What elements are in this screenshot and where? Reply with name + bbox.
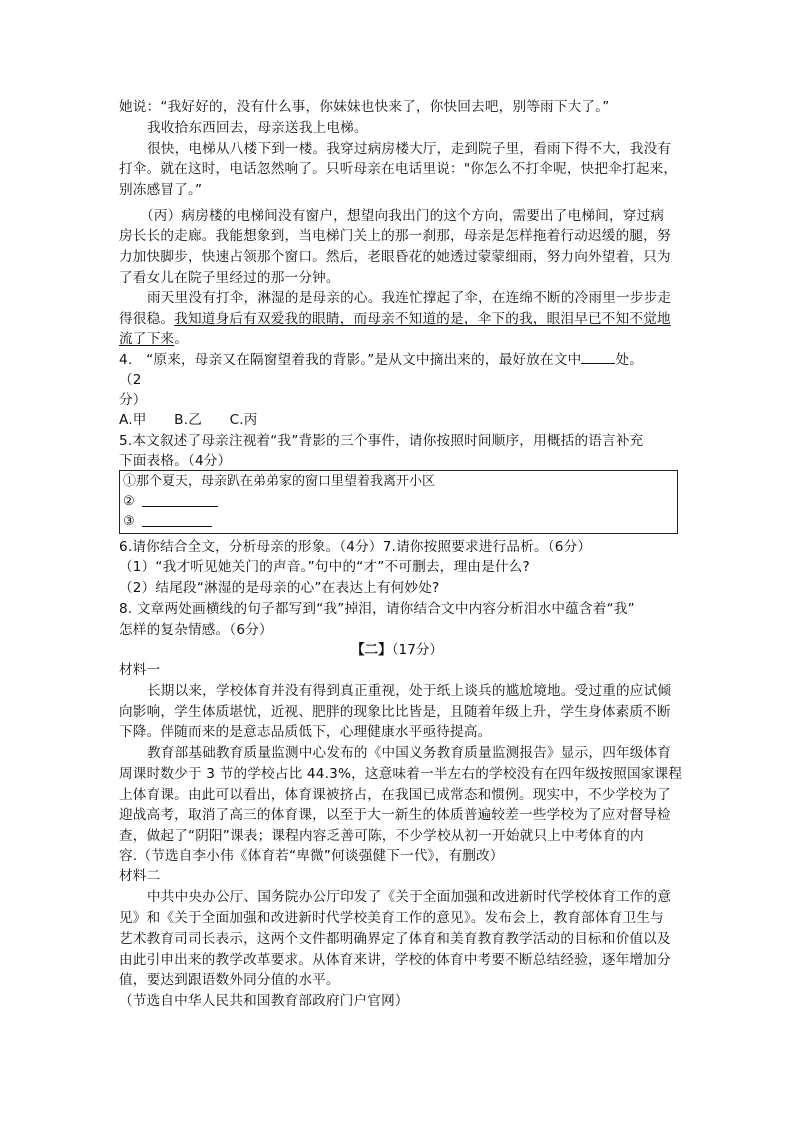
- question-5: 下面表格。（4分）: [119, 453, 232, 469]
- passage-line: 别冻感冒了。”: [119, 182, 203, 198]
- table-cell: ②: [123, 494, 135, 509]
- material-line: 教育部基础教育质量监测中心发布的《中国义务教育质量监测报告》显示，四年级体育: [147, 745, 672, 761]
- passage-line: 雨天里没有打伞，淋湿的是母亲的心。我连忙撑起了伞，在连绵不断的冷雨里一步步走: [147, 290, 672, 306]
- material-title: 材料一: [119, 662, 161, 678]
- table-row: [120, 472, 677, 492]
- material-line: 容.（节选自李小伟《体育若“卑微”何谈强健下一代》，有删改）: [119, 848, 504, 864]
- passage-line: 力加快脚步，快速占领那个窗口。然后，老眼昏花的她透过蒙蒙细雨，努力向外望着，只为: [119, 249, 671, 265]
- question-4: [119, 350, 679, 370]
- passage-text: 。: [174, 331, 188, 347]
- question-4-text: 4. “原来，母亲又在隔窗望着我的背影。”是从文中摘出来的，最好放在文中: [119, 352, 582, 368]
- answer-blank[interactable]: [142, 526, 212, 527]
- passage-line: 了看女儿在院子里经过的那一分钟。: [119, 270, 340, 286]
- passage-line: 打伞。就在这时，电话忽然响了。只听母亲在电话里说："你怎么不打伞呢，快把伞打起来，: [119, 161, 678, 177]
- section-heading: [0, 640, 794, 660]
- section-score: （17分）: [391, 642, 444, 658]
- section-number: 【二】: [350, 642, 392, 658]
- passage-line: [119, 309, 679, 329]
- material-line: 见》和《关于全面加强和改进新时代学校美育工作的意见》。发布会上，教育部体育卫生与: [119, 910, 664, 926]
- passage-line: 她说：“我好好的，没有什么事，你妹妹也快来了，你快回去吧，别等雨下大了。”: [119, 99, 610, 115]
- answer-blank[interactable]: [142, 506, 218, 507]
- question-4-text-end: 处。: [615, 352, 644, 368]
- material-line: 由此引申出来的教学改革要求。从体育来讲，学校的体育中考要不断总结经验，逐年增加分: [119, 952, 671, 968]
- question-7-1: （1）“我才听见她关门的声音。”句中的“才”不可删去，理由是什么?: [119, 559, 530, 575]
- question-7-2: （2）结尾段“淋湿的是母亲的心”在表达上有何妙处?: [119, 580, 440, 596]
- passage-text: 得很稳。: [119, 311, 175, 327]
- passage-line: 我收拾东西回去，母亲送我上电梯。: [147, 120, 368, 136]
- passage-line: [119, 329, 679, 349]
- table-row[interactable]: [120, 492, 677, 512]
- table-cell: ③: [123, 514, 135, 529]
- material-line: 长期以来，学校体育并没有得到真正重视，处于纸上谈兵的尴尬境地。受过重的应试倾: [147, 683, 672, 699]
- table-row[interactable]: [120, 512, 677, 532]
- material-line: 中共中央办公厅、国务院办公厅印发了《关于全面加强和改进新时代学校体育工作的意: [147, 889, 672, 905]
- material-line: 下降。伴随而来的是意志品质低下，心理健康水平亟待提高。: [119, 724, 492, 740]
- question-8: 8. 文章两处画横线的句子都写到“我”掉泪，请你结合文中内容分析泪水中蕴含着“我”: [119, 601, 635, 617]
- material-line: 向影响，学生体质堪忧，近视、肥胖的现象比比皆是，且随着年级上升，学生身体素质不断: [119, 704, 671, 720]
- material-line: 迎战高考，取消了高三的体育课，以至于大一新生的体质普遍较差一些学校为了应对督导检: [119, 807, 671, 823]
- material-line: 查，做起了“阴阳”课表；课程内容乏善可陈，不少学校从初一开始就只上中考体育的内: [119, 828, 644, 844]
- material-source: （节选自中华人民共和国教育部政府门户官网）: [119, 993, 409, 1009]
- underlined-sentence: 我知道身后有双爱我的眼睛，而母亲不知道的是，伞下的我，眼泪早已不知不觉地: [174, 311, 671, 327]
- material-line: 值，要达到跟语数外同分值的水平。: [119, 972, 340, 988]
- answer-blank[interactable]: [581, 351, 615, 364]
- material-line: 艺术教育司司长表示，这两个文件都明确界定了体育和美育教育教学活动的目标和价值以及: [119, 931, 671, 947]
- question-8: 怎样的复杂情感。（6分）: [119, 622, 273, 638]
- material-title: 材料二: [119, 868, 161, 884]
- material-line: 周课时数少于 3 节的学校占比 44.3%，这意味着一半左右的学校没有在四年级按照国家课程: [119, 766, 683, 782]
- question-4-score: （2: [119, 372, 142, 388]
- answer-table: [119, 470, 678, 534]
- underlined-sentence-end: 流了下来: [119, 331, 175, 347]
- question-4-score: 分）: [119, 392, 147, 408]
- passage-line: 很快，电梯从八楼下到一楼。我穿过病房楼大厅，走到院子里，看雨下得不大，我没有: [147, 141, 672, 157]
- table-cell: ①那个夏天，母亲趴在弟弟家的窗口里望着我离开小区: [123, 474, 436, 489]
- question-6-7: 6.请你结合全文，分析母亲的形象。（4分）7.请你按照要求进行品析。（6分）: [119, 539, 592, 555]
- passage-line: （丙）病房楼的电梯间没有窗户，想望向我出门的这个方向，需要出了电梯间，穿过病: [140, 208, 665, 224]
- question-4-options: A.甲 B.乙 C.丙: [119, 412, 258, 428]
- passage-line: 房长长的走廊。我能想象到，当电梯门关上的那一刹那，母亲是怎样拖着行动迟缓的腿，努: [119, 228, 671, 244]
- material-line: 上体育课。由此可以看出，体育课被挤占，在我国已成常态和惯例。现实中，不少学校为了: [119, 787, 671, 803]
- question-5: 5.本文叙述了母亲注视着“我”背影的三个事件，请你按照时间顺序，用概括的语言补充: [119, 433, 644, 449]
